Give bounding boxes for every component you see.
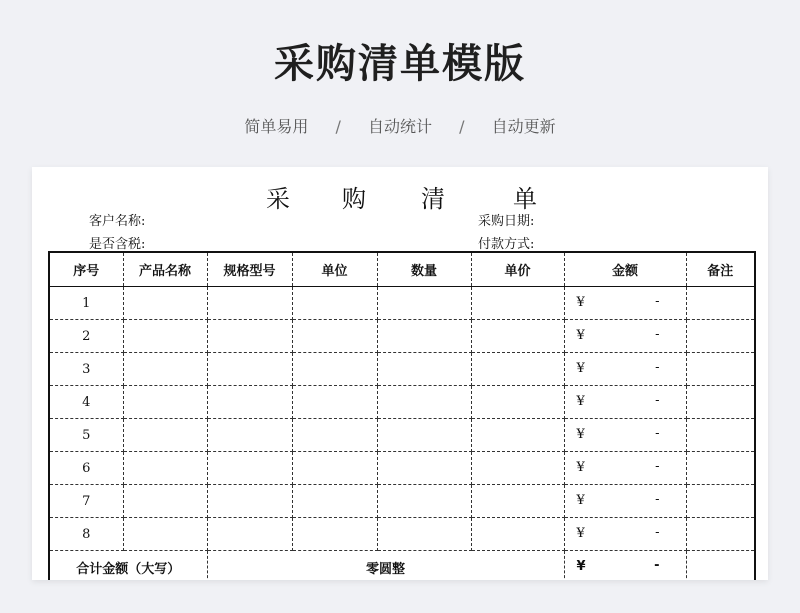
currency-symbol: ¥ (576, 361, 585, 376)
unit-price-cell[interactable] (471, 353, 564, 386)
quantity-cell[interactable] (377, 419, 471, 452)
purchase-table (48, 251, 756, 580)
unit-cell[interactable] (292, 386, 377, 419)
amount-cell[interactable] (564, 386, 686, 419)
remark-cell[interactable] (686, 518, 755, 551)
unit-price-cell[interactable] (471, 485, 564, 518)
spec-cell[interactable] (207, 419, 292, 452)
feature-subtitle (0, 114, 800, 137)
remark-cell[interactable] (686, 287, 755, 320)
row-index: 4 (49, 386, 123, 419)
amount-value: - (655, 492, 660, 507)
remark-cell[interactable] (686, 419, 755, 452)
quantity-cell[interactable] (377, 386, 471, 419)
remark-cell[interactable] (686, 485, 755, 518)
tax-included-label: 是否含税: (89, 237, 146, 252)
currency-symbol: ¥ (576, 427, 585, 442)
row-index: 1 (49, 287, 123, 320)
product-name-cell[interactable] (123, 518, 207, 551)
amount-value: - (655, 426, 660, 441)
sheet-title-char: 购 (342, 185, 366, 213)
table-row (49, 353, 755, 386)
table-row (49, 518, 755, 551)
row-index: 2 (49, 320, 123, 353)
currency-symbol: ¥ (576, 295, 585, 310)
remark-cell[interactable] (686, 386, 755, 419)
separator: / (459, 117, 465, 136)
amount-cell[interactable] (564, 518, 686, 551)
feature-auto-stats: 自动统计 (367, 117, 432, 136)
spec-cell[interactable] (207, 353, 292, 386)
sheet-title-char: 采 (266, 185, 290, 213)
unit-price-cell[interactable] (471, 386, 564, 419)
remark-cell[interactable] (686, 320, 755, 353)
quantity-cell[interactable] (377, 287, 471, 320)
feature-auto-update: 自动更新 (491, 117, 556, 136)
spec-cell[interactable] (207, 485, 292, 518)
spec-cell[interactable] (207, 452, 292, 485)
purchase-date-label: 采购日期: (478, 214, 535, 229)
table-row (49, 419, 755, 452)
sheet-title-char: 清 (421, 185, 445, 213)
table-row (49, 485, 755, 518)
unit-cell[interactable] (292, 287, 377, 320)
unit-price-cell[interactable] (471, 287, 564, 320)
quantity-cell[interactable] (377, 452, 471, 485)
quantity-cell[interactable] (377, 320, 471, 353)
row-index: 3 (49, 353, 123, 386)
col-header-quantity: 数量 (377, 252, 471, 287)
product-name-cell[interactable] (123, 287, 207, 320)
amount-cell[interactable] (564, 485, 686, 518)
product-name-cell[interactable] (123, 353, 207, 386)
currency-symbol: ¥ (576, 328, 585, 343)
col-header-product: 产品名称 (123, 252, 207, 287)
product-name-cell[interactable] (123, 320, 207, 353)
amount-cell[interactable] (564, 452, 686, 485)
quantity-cell[interactable] (377, 518, 471, 551)
amount-value: - (655, 393, 660, 408)
customer-name-label: 客户名称: (89, 214, 146, 229)
col-header-spec: 规格型号 (207, 252, 292, 287)
sheet-title (32, 179, 768, 213)
row-index: 6 (49, 452, 123, 485)
total-amount-cell[interactable] (564, 551, 686, 581)
col-header-remark: 备注 (686, 252, 755, 287)
amount-value: - (655, 525, 660, 540)
unit-price-cell[interactable] (471, 320, 564, 353)
col-header-index: 序号 (49, 252, 123, 287)
table-header-row (49, 252, 755, 287)
table-row (49, 386, 755, 419)
amount-cell[interactable] (564, 320, 686, 353)
total-remark-cell[interactable] (686, 551, 755, 581)
table-row (49, 452, 755, 485)
unit-price-cell[interactable] (471, 419, 564, 452)
amount-value: - (655, 459, 660, 474)
total-label: 合计金额（大写） (49, 551, 207, 581)
spec-cell[interactable] (207, 287, 292, 320)
total-currency: ¥ (576, 559, 586, 574)
unit-cell[interactable] (292, 452, 377, 485)
remark-cell[interactable] (686, 452, 755, 485)
quantity-cell[interactable] (377, 485, 471, 518)
spec-cell[interactable] (207, 518, 292, 551)
remark-cell[interactable] (686, 353, 755, 386)
product-name-cell[interactable] (123, 485, 207, 518)
col-header-amount: 金额 (564, 252, 686, 287)
unit-cell[interactable] (292, 485, 377, 518)
amount-value: - (655, 360, 660, 375)
amount-value: - (655, 294, 660, 309)
product-name-cell[interactable] (123, 452, 207, 485)
spec-cell[interactable] (207, 320, 292, 353)
product-name-cell[interactable] (123, 386, 207, 419)
unit-price-cell[interactable] (471, 518, 564, 551)
product-name-cell[interactable] (123, 419, 207, 452)
row-index: 5 (49, 419, 123, 452)
currency-symbol: ¥ (576, 460, 585, 475)
quantity-cell[interactable] (377, 353, 471, 386)
unit-price-cell[interactable] (471, 452, 564, 485)
row-index: 8 (49, 518, 123, 551)
col-header-unit: 单位 (292, 252, 377, 287)
sheet-title-char: 单 (513, 185, 537, 213)
total-amount: - (654, 558, 660, 573)
amount-cell[interactable] (564, 419, 686, 452)
unit-cell[interactable] (292, 353, 377, 386)
unit-cell[interactable] (292, 518, 377, 551)
feature-easy: 简单易用 (244, 117, 309, 136)
payment-method-label: 付款方式: (478, 237, 535, 252)
row-index: 7 (49, 485, 123, 518)
total-row (49, 551, 755, 581)
currency-symbol: ¥ (576, 526, 585, 541)
separator: / (335, 117, 341, 136)
col-header-unit-price: 单价 (471, 252, 564, 287)
currency-symbol: ¥ (576, 493, 585, 508)
total-uppercase-value[interactable]: 零圆整 (207, 551, 564, 581)
page-title: 采购清单模版 (274, 41, 526, 87)
amount-value: - (655, 327, 660, 342)
spec-cell[interactable] (207, 386, 292, 419)
currency-symbol: ¥ (576, 394, 585, 409)
amount-cell[interactable] (564, 353, 686, 386)
purchase-sheet (32, 167, 768, 580)
table-row (49, 320, 755, 353)
amount-cell[interactable] (564, 287, 686, 320)
unit-cell[interactable] (292, 320, 377, 353)
unit-cell[interactable] (292, 419, 377, 452)
table-row (49, 287, 755, 320)
